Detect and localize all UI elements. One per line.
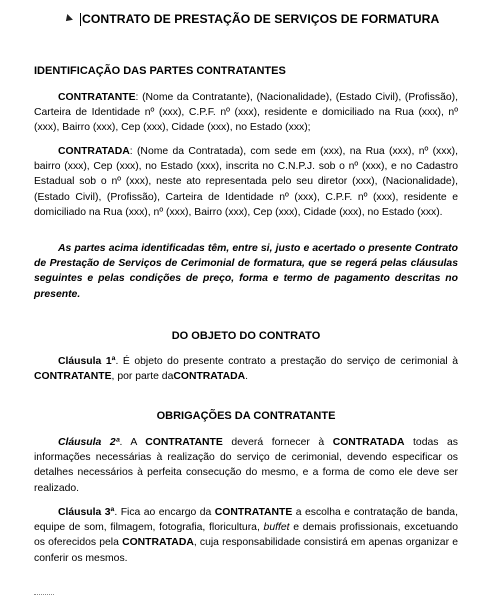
section-heading-object: DO OBJETO DO CONTRATO (171, 330, 321, 342)
contratada-text: : (Nome da Contratada), com sede em (xxx), na Rua (xxx), nº (xxx), bairro (xxx), Cep (xxx), no Estado (xxx), inscrita no C.N.P.J. sob o nº (xxx), e no Cadastro Estadual sob o nº (xxx), neste ato representada pelo seu diretor (xxx), (Nacionalidade), (Estado Civil), (Profissão), Carteira de Identidade nº (xxx), C.P.F. nº (xxx), residente e domiciliado na Rua (xxx), nº (xxx), Bairro (xxx), Cep (xxx), Cidade (xxx), no Estado (xxx). (34, 146, 458, 218)
section-heading-obligations: OBRIGAÇÕES DA CONTRATANTE (156, 410, 336, 422)
clause-1-label: Cláusula 1ª (58, 356, 116, 367)
clause-2-paragraph: Cláusula 2ª. A CONTRATANTE deverá fornecer à CONTRATADA todas as informações necessárias à realização do serviço de cerimonial, devendo especificar os detalhes necessários à perfeita consecução do mesmo, e a forma de como ele deve ser realizado. (34, 437, 458, 494)
document-title: CONTRATO DE PRESTAÇÃO DE SERVIÇOS DE FORMATURA (82, 12, 440, 26)
parties-statement: As partes acima identificadas têm, entre si, justo e acertado o presente Contrato de Prestação de Serviços de Cerimonial de formatura, que se regerá pelas cláusulas seguintes e pelas condições de preço, forma e termo de pagamento descritas no presente. (34, 243, 458, 300)
parties-statement-paragraph (34, 241, 458, 302)
clause-1-paragraph: Cláusula 1ª. É objeto do presente contrato a prestação do serviço de cerimonial à CONTRATANTE, por parte daCONTRATADA. (34, 356, 458, 383)
clause-3-label: Cláusula 3ª (58, 507, 115, 518)
text-cursor (80, 13, 81, 26)
title-row (64, 10, 464, 28)
clause-2-label: Cláusula 2ª (58, 437, 120, 448)
contratada-paragraph (34, 144, 458, 220)
cut-off-text (34, 594, 54, 599)
collapse-arrow-icon[interactable] (63, 14, 73, 24)
contratante-paragraph (34, 90, 458, 136)
clause-3-paragraph: Cláusula 3ª. Fica ao encargo da CONTRATANTE a escolha e contratação de banda, equipe de som, filmagem, fotografia, floricultura, buffet e demais profissionais, excetuando os oferecidos pela CONTRATADA, cuja responsabilidade consistirá em apenas organizar e conferir os mesmos. (34, 507, 458, 564)
contratante-label: CONTRATANTE (58, 92, 136, 103)
section-heading-parties: IDENTIFICAÇÃO DAS PARTES CONTRATANTES (34, 65, 286, 77)
contratante-text: : (Nome da Contratante), (Nacionalidade), (Estado Civil), (Profissão), Carteira de Identidade nº (xxx), C.P.F. nº (xxx), residente e domiciliado na Rua (xxx), nº (xxx), Bairro (xxx), Cep (xxx), Cidade (xxx), no Estado (xxx); (34, 92, 458, 134)
contratada-label: CONTRATADA (58, 146, 130, 157)
